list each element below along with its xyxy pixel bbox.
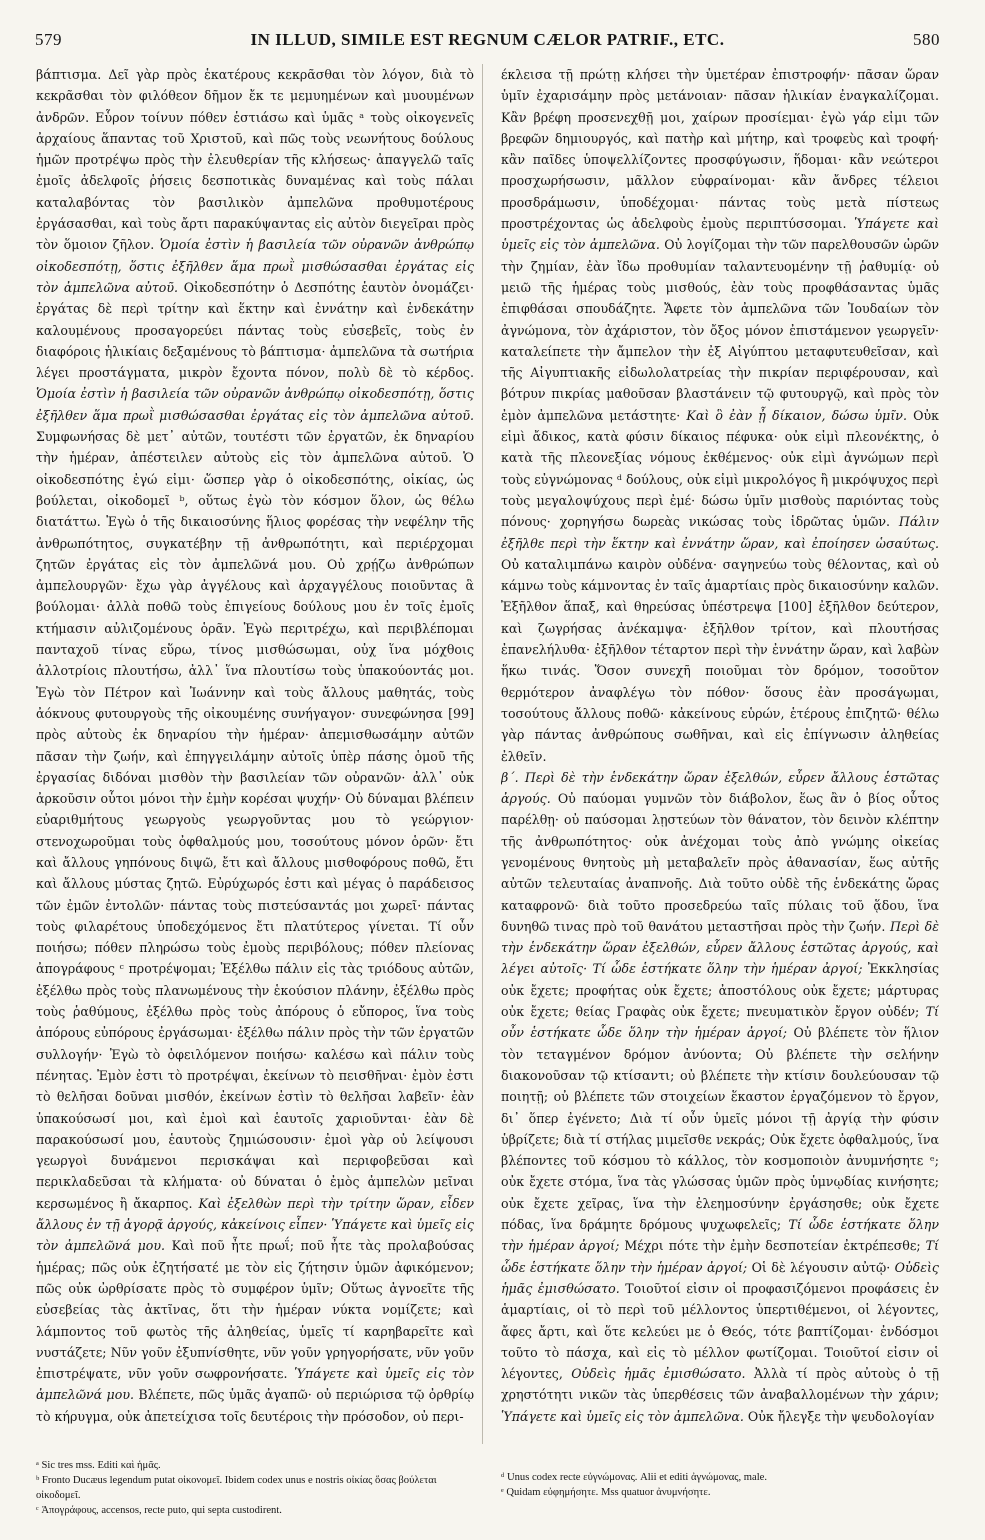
scripture-quote: Οὐδεὶς ἡμᾶς ἐμισθώσατο. — [501, 1259, 939, 1296]
footnote: ᵇ Fronto Ducæus legendum putat οἰκονομεῖ. Ibidem codex unus e nostris οἰκίας ὅσας βούλεται οἰκοδομεῖ. — [36, 1475, 437, 1501]
page-number-left: 579 — [35, 30, 62, 49]
scripture-quote: Τί ὧδε ἑστήκατε ὅλην τὴν ἡμέραν ἀργοί; — [501, 1217, 939, 1254]
right-column — [501, 64, 939, 1514]
section-heading-quote: β΄. Περὶ δὲ τὴν ἑνδεκάτην ὥραν ἐξελθών, εὗρεν ἄλλους ἑστῶτας ἀργούς. — [501, 769, 939, 807]
scripture-quote: Ὑπάγετε καὶ ὑμεῖς εἰς τὸν ἀμπελῶνα. — [501, 1408, 744, 1424]
footnote: ᶜ Ἀπογράφους, accensos, recte puto, qui septa custodirent. — [36, 1505, 282, 1516]
scripture-quote: Ὁμοία ἐστὶν ἡ βασιλεία τῶν οὐρανῶν ἀνθρώπῳ οἰκοδεσπότῃ, ὅστις ἐξῆλθεν ἅμα πρωῒ μισθώσασθαι ἐργάτας εἰς τὸν ἀμπελῶνα αὐτοῦ. — [36, 386, 474, 423]
paragraph: βάπτισμα. Δεῖ γὰρ πρὸς ἑκατέρους κεκρᾶσθαι τὸν λόγον, διὰ τὸ κεκρᾶσθαι τὸν φιλόθεον δῆμον ἔκ τε μεμυημένων καὶ μυουμένων ἀνδρῶν. Εὗρον τοίνυν πόθεν ἑστιάσω καὶ ὑμᾶς ᵃ τοὺς οἰκογενεῖς ἀρχαίους ἅπαντας τοῦ Χριστοῦ, καὶ πῶς τοὺς νεωνήτους δούλους ἡμῶν προτρέψω πρὸς τὴν ἐλευθερίαν τῆς κλήσεως· ἀπαγγελῶ ταῖς ἐμοῖς ἀδελφοῖς ῥήσεις δεσποτικὰς δυναμένας καὶ τοὺς πάλαι καταλαβόντας τὸν βασιλικὸν ἀμπελῶνα προθυμοτέρους ἐργάσασθαι, καὶ τοὺς ἄρτι παρακύψαντας εἰς αὐτὸν διεγεῖραι πρὸς τὸν ὅμοιον ζῆλον. Ὁμοία ἐστὶν ἡ βασιλεία τῶν οὐρανῶν ἀνθρώπῳ οἰκοδεσπότῃ, ὅστις ἐξῆλθεν ἅμα πρωῒ μισθώσασθαι ἐργάτας εἰς τὸν ἀμπελῶνα αὐτοῦ. Οἰκοδεσπότην ὁ Δεσπότης ἑαυτὸν ὀνομάζει· ἐργάτας δὲ περὶ τρίτην καὶ ἕκτην καὶ ἐννάτην καὶ ἑνδεκάτην καλουμένους προσαγορεύει πάντας τοὺς εὐσεβεῖς, τοὺς ἐν διαφόροις ἡλικίαις δεξαμένους τὸ βάπτισμα· ἀμπελῶνα τὰ σωτήρια λέγει προστάγματα, μικρὸν ἔχοντα πόνον, πολὺ δὲ τὸ κέρδος. Ὁμοία ἐστὶν ἡ βασιλεία τῶν οὐρανῶν ἀνθρώπῳ οἰκοδεσπότῃ, ὅστις ἐξῆλθεν ἅμα πρωῒ μισθώσασθαι ἐργάτας εἰς τὸν ἀμπελῶνα αὐτοῦ. Συμφωνήσας δὲ μετ᾽ αὐτῶν, τουτέστι τῶν ἐργατῶν, ἐκ δηναρίου τὴν ἡμέραν, ἀπέστειλεν αὐτοὺς εἰς τὸν ἀμπελῶνα αὐτοῦ. Ὁ οἰκοδεσπότης ἐγώ εἰμι· ὥσπερ γὰρ ὁ οἰκοδεσπότης, οἰκίας, ὡς βούλεται, οἰκοδομεῖ ᵇ, οὕτως ἐγὼ τὸν κόσμον ὅλον, ὡς θέλω διατάττω. Ἐγὼ ὁ τῆς δικαιοσύνης ἥλιος φορέσας τὴν νεφέλην τῆς ἀνθρωπότητος, συγκατέβην τῇ ἀνθρωπότητι, καὶ περιέρχομαι ζητῶν ἐργάτας εἰς τὸν ἀμπελῶνά μου. Οὐ χρῄζω ἀνθρώπων ἀμπελουργῶν· ἔχω γὰρ ἀγγέλους καὶ ἀρχαγγέλους ποιοῦντας ἃ βούλομαι· ἀλλὰ ποθῶ τοὺς ἐπιγείους δούλους μου ἐν τοῖς ἐμοῖς κτήμασιν αὐλιζομένους ὁρᾶν. Ἐγὼ περιτρέχω, καὶ περιβλέπομαι πανταχοῦ τίνας εὕρω, τίνος μισθώσωμαι, οὐχ ἵνα μόχθοις ἀλλοτρίοις πλουτήσω, ἀλλ᾽ ἵνα πλουτίσω τοὺς ὑπακούοντάς μοι. Ἐγὼ τὸν Πέτρον καὶ Ἰωάννην καὶ τοὺς ἄλλους μαθητάς, τοὺς ἀόκνους φυτουργοὺς τῆς οἰκουμένης συνήγαγον· συνεφώνησα [99] πρὸς αὐτοὺς ἐκ δηναρίου τὴν ἡμέραν· ἀπεμισθωσάμην αὐτῶν πᾶσαν τὴν ζωήν, καὶ ἐπηγγειλάμην αὐτοῖς ὑπὲρ πάσης ὁμοῦ τῆς ἐργασίας διδόναι μισθὸν τὴν βασιλείαν τῶν οὐρανῶν· ἀλλ᾽ οὐκ ἀρκοῦσιν οὗτοι μόνοι τὴν ἐμὴν κορέσαι ψυχήν· Οὐ δύναμαι βλέπειν εὐαριθμήτους γεωργοὺς γεωργοῦντας μου τὸ γεώργιον· στενοχωροῦμαι τοὺς ὀφθαλμούς μου, τοσούτους μόνον ὁρῶν· ἔτι καὶ ἄλλους γηπόνους διψῶ, ἔτι καὶ ἄλλους μισθοφόρους ποθῶ, ἔτι καὶ ἄλλους μύστας ζητῶ. Εὐρύχωρός ἐστι καὶ μέγας ὁ παράδεισος τῶν ἐμῶν ἐντολῶν· πάντας τοὺς πιστεύσαντάς μοι χωρεῖ· πάντας τοὺς φιλαρέτους ὑποδεχόμενος ἔτι πλατύτερος γίνεται. Τί οὖν ποιήσω; πόθεν πληρώσω τοὺς ἐμοὺς περιβόλους; πόθεν πλείονας ἀπογράφους ᶜ προτρέψομαι; Ἐξέλθω πάλιν εἰς τὰς τριόδους αὐτῶν, ἐξέλθω πρὸς τοὺς πλανωμένους τὴν ἑκούσιον πλάνην, ἐξέλθω πρὸς τοὺς ῥαθύμους, ἐξέλθω πρὸς τοὺς ἀπόρους ὁ εὔπορος, ἵνα τοὺς ἀπόρους εὐπόρους ἐργάσωμαι· ἐξέλθω πάλιν πρὸς τὴν τῶν ἐργατῶν συλλογήν· Ἐγὼ τὸ ὀφειλόμενον ποιήσω· καλέσω καὶ πάλιν τοὺς πένητας. Ἐμὸν ἐστι τὸ προτρέψαι, ἐκείνων τὸ πεισθῆναι· ἐμὸν ἐστι τὸ θελῆσαι δοῦναι μισθόν, ἐκείνων ἐστὶν τὸ θελῆσαι λαβεῖν· ἐὰν ὑπακούσωσί μοι, καὶ ἐμοὶ καὶ ἑαυτοῖς χαριοῦνται· ἐὰν δὲ παρακούσωσί μου, ἑαυτοὺς ζημιώσουσιν· ἐμοὶ γὰρ οὐ λείψουσι γεωργοὶ δυνάμενοι περισκάψαι καὶ περιφοβεῦσαι καὶ περικλαδεῦσαι τὰ κλήματα· οὐ δύναται ὁ ἐμὸς ἀμπελὼν μεῖναι κερσωμένος ἢ ἄκαρπος. Καὶ ἐξελθὼν περὶ τὴν τρίτην ὥραν, εἶδεν ἄλλους ἐν τῇ ἀγορᾷ ἀργούς, κἀκείνοις εἶπεν· Ὑπάγετε καὶ ὑμεῖς εἰς τὸν ἀμπελῶνά μου. Καὶ ποῦ ἦτε πρωΐ; ποῦ ἦτε τὰς προλαβούσας ἡμέρας; πῶς οὐκ ἐζητήσατέ με τὸν εἰς ζήτησιν ὑμῶν ἀφικόμενον; πῶς οὐκ ὠρθρίσατε πρὸς τὸ συμφέρον ὑμῖν; Οὕτως ἀγνοεῖτε τῆς εὐσεβείας τὰς ἀκτῖνας, ὅτι τὴν ἡμέραν νύκτα νομίζετε; καὶ λάμποντος τοῦ φωτὸς τῆς ἀληθείας, ὑμεῖς τί καρηβαρεῖτε καὶ νυστάζετε; Νῦν γοῦν ἐξυπνίσθητε, νῦν γοῦν γρηγορήσατε, νῦν γοῦν ἐπιστρέψατε, νῦν γοῦν σωφρονήσατε. Ὑπάγετε καὶ ὑμεῖς εἰς τὸν ἀμπελῶνά μου. Βλέπετε, πῶς ὑμᾶς ἀγαπῶ· οὐ περιώρισα τῷ ὀρθρίῳ τὸ κήρυγμα, οὐκ ἀπετείχισα τοῖς δευτέροις τὴν πρόσοδον, οὐ περι- — [36, 67, 474, 1424]
scripture-quote: Περὶ δὲ τὴν ἑνδεκάτην ὥραν ἐξελθών, εὗρεν ἄλλους ἑστῶτας ἀργούς, καὶ λέγει αὐτοῖς· Τί ὧδε ἑστήκατε ὅλην τὴν ἡμέραν ἀργοί; — [501, 918, 939, 977]
scripture-quote: Οὐδεὶς ἡμᾶς ἐμισθώσατο. — [571, 1366, 746, 1382]
scripture-quote: Ὁμοία ἐστὶν ἡ βασιλεία τῶν οὐρανῶν ἀνθρώπῳ οἰκοδεσπότῃ, ὅστις ἐξῆλθεν ἅμα πρωῒ μισθώσασθαι ἐργάτας εἰς τὸν ἀμπελῶνα αὐτοῦ. — [36, 237, 474, 295]
scripture-quote: Ὑπάγετε καὶ ὑμεῖς εἰς τὸν ἀμπελῶνά μου. — [36, 1366, 474, 1403]
page-header — [35, 30, 940, 58]
footnote: ᵈ Unus codex recte εὐγνώμονας. Alii et editi ἀγνώμονας, male. — [501, 1472, 768, 1483]
scripture-quote: Ὑπάγετε καὶ ὑμεῖς εἰς τὸν ἀμπελῶνα. — [501, 216, 939, 253]
footnote: ᵃ Sic tres mss. Editi καὶ ἡμᾶς. — [36, 1460, 161, 1471]
page-number-right: 580 — [913, 30, 940, 49]
scripture-quote: Καὶ ἐξελθὼν περὶ τὴν τρίτην ὥραν, εἶδεν ἄλλους ἐν τῇ ἀγορᾷ ἀργούς, κἀκείνοις εἶπεν· Ὑπάγετε καὶ ὑμεῖς εἰς τὸν ἀμπελῶνά μου. — [36, 1195, 474, 1254]
scripture-quote: Τί οὖν ἑστήκατε ὧδε ὅλην τὴν ἡμέραν ἀργοί; — [501, 1004, 939, 1041]
paragraph: β΄. Περὶ δὲ τὴν ἑνδεκάτην ὥραν ἐξελθών, εὗρεν ἄλλους ἑστῶτας ἀργούς. Οὐ παύομαι γυμνῶν τὸν διάβολον, ἕως ἂν ὁ βίος οὗτος παρέλθῃ· οὐ παύσομαι λῃστεύων τὸν θάνατον, τὸν δεινὸν κλέπτην τῆς ἀνθρωπότητος· οὐκ ἀνέχομαι τοὺς ἀπὸ γνώμης οἰκείας γενομένους θνητοὺς μὴ μεταβαλεῖν πρὸς ἀθανασίαν, ἕως αὐτῆς αὐτῶν τελευταίας ἀναπνοῆς. Διὰ τοῦτο οὐδὲ τῆς ἑνδεκάτης ὥρας καταφρονῶ· διὰ τοῦτο προσεδρεύω ταῖς πύλαις τοῦ ᾅδου, ἵνα δυνηθῶ τινας πρὸ τοῦ θανάτου μεταστῆσαι πρὸς τὴν ζωήν. Περὶ δὲ τὴν ἑνδεκάτην ὥραν ἐξελθών, εὗρεν ἄλλους ἑστῶτας ἀργούς, καὶ λέγει αὐτοῖς· Τί ὧδε ἑστήκατε ὅλην τὴν ἡμέραν ἀργοί; Ἐκκλησίας οὐκ ἔχετε; προφήτας οὐκ ἔχετε; ἀποστόλους οὐκ ἔχετε; μάρτυρας οὐκ ἔχετε; θείας Γραφὰς οὐκ ἔχετε; πνευματικὸν ἔργον οὐδέν; Τί οὖν ἑστήκατε ὧδε ὅλην τὴν ἡμέραν ἀργοί; Οὐ βλέπετε τὸν ἥλιον τὸν τεταγμένον δρόμον ἀνύοντα; Οὐ βλέπετε τὴν σελήνην διακονοῦσαν τῷ κτίσαντι; οὐ βλέπετε τὴν κτίσιν δουλεύουσαν τῷ ποιητῇ; οὐ βλέπετε τῶν στοιχείων ἕκαστον ἐργαζόμενον τὸ ἔργον, δι᾽ ὅπερ ἐγένετο; Διὰ τί οὖν ὑμεῖς μόνοι τῇ ἀργίᾳ τὴν φύσιν ὑβρίζετε; διὰ τί στήλας μιμεῖσθε νεκράς; Οὐκ ἔχετε ὀφθαλμούς, ἵνα βλέποντες τοῦ κόσμου τὸ κάλλος, τὸν κοσμοποιὸν ἀνυμνήσητε ᵉ; οὐκ ἔχετε στόμα, ἵνα τὰς γλώσσας ὑμῶν πρὸς ὑμνῳδίας κινήσητε; οὐκ ἔχετε χεῖρας, ἵνα τὴν ἐλεημοσύνην ἐργάσησθε; οὐκ ἔχετε πόδας, ἵνα δράμητε δρόμους ψυχωφελεῖς; Τί ὧδε ἑστήκατε ὅλην τὴν ἡμέραν ἀργοί; Μέχρι πότε τὴν ἐμὴν δεσποτείαν ἐκτρέπεσθε; Τί ὧδε ἑστήκατε ὅλην τὴν ἡμέραν ἀργοί; Οἱ δὲ λέγουσιν αὐτῷ· Οὐδεὶς ἡμᾶς ἐμισθώσατο. Τοιοῦτοί εἰσιν οἱ προφασιζόμενοι προφάσεις ἐν ἁμαρτίαις, οἱ τὸ περὶ τοῦ μέλλοντος ὑπερτιθέμενοι, οἱ λέγοντες, ἄφες ἄρτι, καὶ ὅτε κελεύει με ὁ Θεός, τότε βαπτίζομαι· ἐνδόσμοι τοῦτο τὸ πάσχα, καὶ εἰς τὸ μέλλον φωτίζομαι. Τοιοῦτοί εἰσιν οἱ λέγοντες, Οὐδεὶς ἡμᾶς ἐμισθώσατο. Ἀλλὰ τί πρὸς αὐτοὺς ὁ τῇ χρηστότητι νικῶν τὰς ὑπερθέσεις τῶν ἀναβαλλομένων τὴν χάριν; Ὑπάγετε καὶ ὑμεῖς εἰς τὸν ἀμπελῶνα. Οὐκ ἤλεγξε τὴν ψευδολογίαν — [501, 769, 939, 1424]
footnotes-right — [501, 1470, 941, 1500]
scripture-quote: Καὶ ὃ ἐὰν ᾖ δίκαιον, δώσω ὑμῖν. — [686, 407, 907, 423]
footnotes-left — [36, 1458, 476, 1518]
footnote: ᵉ Quidam εὐφημήσητε. Mss quatuor ἀνυμνήσητε. — [501, 1487, 711, 1498]
scripture-quote: Πάλιν ἐξῆλθε περὶ τὴν ἕκτην καὶ ἐννάτην ὥραν, καὶ ἐποίησεν ὡσαύτως. — [501, 514, 939, 551]
column-divider — [482, 64, 483, 1444]
paragraph: έκλεισα τῇ πρώτῃ κλήσει τὴν ὑμετέραν ἐπιστροφήν· πᾶσαν ὥραν ὑμῖν ἐχαρισάμην πρὸς μετάνοιαν· πᾶσαν ἡλικίαν ἐναγκαλίζομαι. Κἂν βρέφη προσενεχθῇ μοι, χαίρων προσίεμαι· ἐγὼ γάρ εἰμι τῶν βρεφῶν δημιουργός, καὶ πατὴρ καὶ μήτηρ, καὶ τροφεὺς καὶ τροφή· κἂν παῖδες ὑποψελλίζοντες προσφύγωσιν, ἥδομαι· κἂν νεώτεροι προσχωρήσωσιν, μᾶλλον εὐφραίνομαι· κἂν ἄνδρες τέλειοι προσδράμωσιν, ὑποδέχομαι· πάντας τοὺς μετὰ πίστεως προστρέχοντας ὡς ἀδελφοὺς ἐμοὺς περιπτύσσομαι. Ὑπάγετε καὶ ὑμεῖς εἰς τὸν ἀμπελῶνα. Οὐ λογίζομαι τὴν τῶν παρελθουσῶν ὡρῶν τὴν ζημίαν, ἐὰν ἴδω προθυμίαν ταλαντευομένην τῇ ῥαθυμίᾳ· οὐ μειῶ τῆς ἡμέρας τοὺς μισθούς, ἐὰν τοὺς προφθάσαντας ὑμᾶς ἐπιφθάσαι σπουδάζητε. Ἄφετε τὸν ἀμπελῶνα τῶν Ἰουδαίων τὸν ἀγνώμονα, τὸν ἀχάριστον, τὸν ὄξος μόνον ἐπιστάμενον γεωργεῖν· καταλείπετε τὴν ἄμπελον τὴν ἐξ Αἰγύπτου μεταφυτευθεῖσαν, καὶ τῆς Αἰγυπτιακῆς εἰδωλολατρείας τὴν πικρίαν περιφέρουσαν, καὶ βότρυν πικρίας μαθοῦσαν βλαστάνειν τῷ φυτουργῷ, καὶ πρὸς τὸν ἐμὸν ἀμπελῶνα μετάστητε· Καὶ ὃ ἐὰν ᾖ δίκαιον, δώσω ὑμῖν. Οὐκ εἰμὶ ἄδικος, κατὰ φύσιν δίκαιος πέφυκα· οὐκ εἰμὶ πλεονέκτης, ὁ κατὰ τῆς πλεονεξίας νόμους ἐκθέμενος· οὐκ εἰμὶ ἀγνώμων περὶ τοὺς εὐγνώμονας ᵈ δούλους, οὐκ εἰμὶ μικρολόγος ἢ μικρόψυχος περὶ τοὺς μεγαλοψύχους περὶ ἐμέ· δώσω ὑμῖν μισθοὺς παριόντας τοὺς πόνους· χορηγήσω δωρεὰς νικώσας τοὺς ἱδρῶτας ὑμῶν. Πάλιν ἐξῆλθε περὶ τὴν ἕκτην καὶ ἐννάτην ὥραν, καὶ ἐποίησεν ὡσαύτως. Οὐ καταλιμπάνω καιρὸν οὐδένα· σαγηνεύω τοὺς θέλοντας, καὶ οὐ κάμνω τοὺς κάμνοντας ἐν ταῖς ἁμαρτίαις πρὸς δικαιοσύνην καλῶν. Ἐξῆλθον ἅπαξ, καὶ θηρεύσας ὑπέστρεψα [100] ἐξῆλθον δεύτερον, καὶ ζωγρήσας ἀνέκαμψα· ἐξῆλθον τρίτον, καὶ πλουτήσας ἐπανελήλυθα· ἐξῆλθον τέταρτον περὶ τὴν ἐννάτην ὥραν, καὶ λαβὼν ἥκω τινάς. Ὅσον συνεχῆ ποιοῦμαι τὸν δρόμον, τοσοῦτον θερμότερον ἀναφλέγω τὸν πόθον· ὅσους ἐὰν προσάγωμαι, τοσούτους ἄλλους ποθῶ· κἀκείνους εὑρών, ἑτέρους ἐπιζητῶ· θέλω γὰρ πάντας ἀνθρώπους σωθῆναι, καὶ εἰς ἐπίγνωσιν ἀληθείας ἐλθεῖν. — [501, 67, 939, 764]
running-title: IN ILLUD, SIMILE EST REGNUM CÆLOR PATRIF., ETC. — [250, 30, 725, 49]
left-column — [36, 64, 474, 1514]
scripture-quote: Τί ὧδε ἑστήκατε ὅλην τὴν ἡμέραν ἀργοί; — [501, 1238, 939, 1275]
